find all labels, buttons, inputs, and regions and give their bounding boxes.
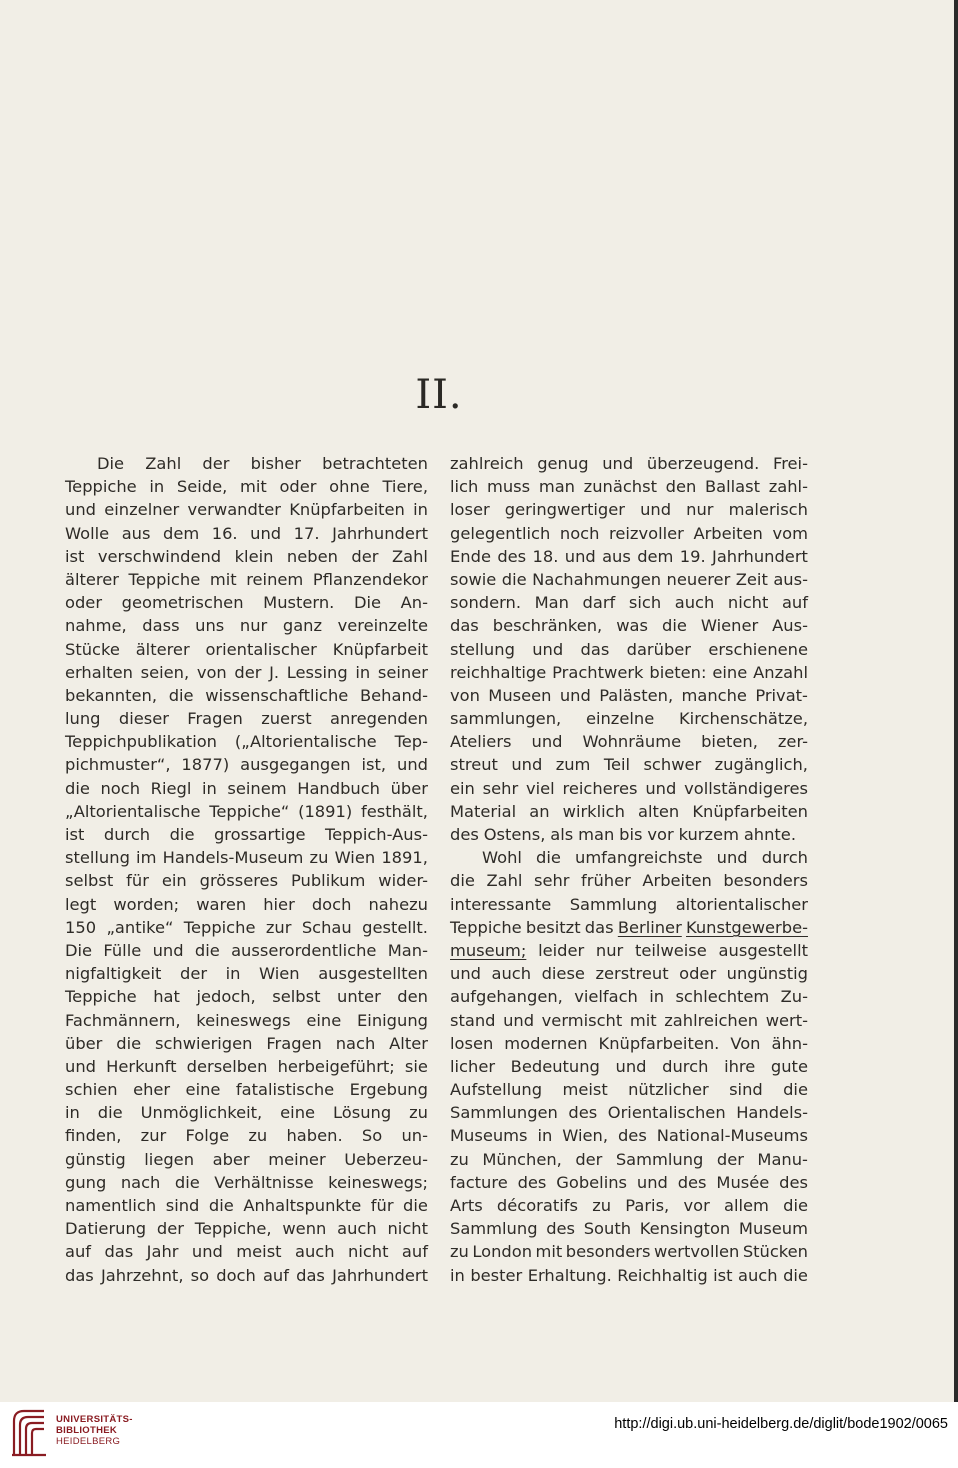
text-line: sammlungen, einzelne Kirchenschätze, <box>450 709 808 729</box>
text-line: in bester Erhaltung. Reichhaltig ist auch die <box>450 1265 808 1285</box>
text-line: museum; leider nur teilweise ausgestellt <box>450 940 808 960</box>
text-line: namentlich sind die Anhaltspunkte für die <box>65 1196 428 1215</box>
text-line: Teppiche in Seide, mit oder ohne Tiere, <box>65 477 428 497</box>
text-line: selbst für ein grösseres Publikum wider- <box>65 871 428 891</box>
library-name-line3: HEIDELBERG <box>56 1436 121 1447</box>
text-line: facture des Gobelins und des Musée des <box>450 1172 808 1192</box>
text-line: älterer Teppiche mit reinem Pflanzendekor <box>65 569 428 589</box>
text-line: bekannten, die wissenschaftliche Behand- <box>65 685 428 705</box>
text-line: Material an wirklich alten Knüpfarbeiten <box>450 801 808 821</box>
text-line: reichhaltige Prachtwerk bieten: eine Anzahl <box>450 662 808 682</box>
text-line: das Jahrzehnt, so doch auf das Jahrhundert <box>65 1265 428 1285</box>
text-line: oder geometrischen Mustern. Die An- <box>65 593 428 613</box>
text-line: und Herkunft derselben herbeigeführt; sie <box>65 1056 428 1076</box>
text-line: gung nach die Verhältnisse keineswegs; <box>65 1172 428 1192</box>
text-line: sondern. Man darf sich auch nicht auf <box>450 593 808 613</box>
text-line: lich muss man zunächst den Ballast zahl- <box>450 477 808 497</box>
text-line: Arts décoratifs zu Paris, vor allem die <box>450 1196 808 1215</box>
text-line: sowie die Nachahmungen neuerer Zeit aus- <box>450 569 808 589</box>
text-line: über die schwierigen Fragen nach Alter <box>65 1033 428 1053</box>
text-line: gelegentlich noch reizvoller Arbeiten vom <box>450 523 808 543</box>
text-line: Wohl die umfangreichste und durch <box>482 848 808 868</box>
university-library-logo-icon <box>10 1407 48 1459</box>
text-line: stellung im Handels-Museum zu Wien 1891, <box>65 848 428 868</box>
text-line: pichmuster“, 1877) ausgegangen ist, und <box>65 755 428 775</box>
text-line: Die Zahl der bisher betrachteten <box>97 454 428 473</box>
right-text-column <box>450 452 808 1287</box>
text-line: und einzelner verwandter Knüpfarbeiten in <box>65 500 428 520</box>
text-line: von Museen und Palästen, manche Privat- <box>450 685 808 705</box>
text-line: licher Bedeutung und durch ihre gute <box>450 1056 808 1076</box>
text-line: stellung und das darüber erschienene <box>450 639 808 659</box>
text-line: streut und zum Teil schwer zugänglich, <box>450 755 808 775</box>
text-line: lung dieser Fragen zuerst anregenden <box>65 709 428 729</box>
text-line: Datierung der Teppiche, wenn auch nicht <box>65 1219 428 1239</box>
text-line: Sammlung des South Kensington Museum <box>450 1219 808 1239</box>
text-line: losen modernen Knüpfarbeiten. Von ähn- <box>450 1033 808 1053</box>
text-line: nahme, dass uns nur ganz vereinzelte <box>65 616 428 636</box>
text-line: finden, zur Folge zu haben. So un- <box>65 1126 428 1146</box>
text-line: zahlreich genug und überzeugend. Frei- <box>450 454 808 473</box>
text-line: Aufstellung meist nützlicher sind die <box>450 1080 808 1100</box>
text-line: legt worden; waren hier doch nahezu <box>65 894 428 914</box>
text-line: Stücke älterer orientalischer Knüpfarbeit <box>65 639 428 659</box>
chapter-heading: II. <box>415 372 463 418</box>
library-name-line2: BIBLIOTHEK <box>56 1425 118 1436</box>
text-line: Teppiche besitzt das Berliner Kunstgewerbe- <box>450 917 808 937</box>
text-line: die noch Riegl in seinem Handbuch über <box>65 778 428 798</box>
text-line: ein sehr viel reicheres und vollständigeres <box>450 778 808 798</box>
text-line: Museums in Wien, des National-Museums <box>450 1126 808 1146</box>
text-line: 150 „antike“ Teppiche zur Schau gestellt. <box>65 917 428 937</box>
text-line: ist durch die grossartige Teppich-Aus- <box>65 825 428 844</box>
text-line: auf das Jahr und meist auch nicht auf <box>65 1242 428 1262</box>
left-text-column <box>65 452 428 1287</box>
text-line: Ende des 18. und aus dem 19. Jahrhundert <box>450 546 808 566</box>
text-line: aufgehangen, vielfach in schlechtem Zu- <box>450 987 808 1007</box>
library-name <box>56 1414 133 1447</box>
library-name-line1: UNIVERSITÄTS- <box>56 1414 133 1425</box>
text-line: zu München, der Sammlung der Manu- <box>450 1149 808 1169</box>
text-line: günstig liegen aber meiner Ueberzeu- <box>65 1149 428 1169</box>
text-line: des Ostens, als man bis vor kurzem ahnte. <box>450 825 797 844</box>
text-line: Teppiche hat jedoch, selbst unter den <box>65 987 428 1007</box>
text-line: loser geringwertiger und nur malerisch <box>450 500 808 520</box>
text-line: nigfaltigkeit der in Wien ausgestellten <box>65 964 428 984</box>
text-line: Teppichpublikation („Altorientalische Tep- <box>65 732 428 752</box>
text-line: das beschränken, was die Wiener Aus- <box>450 616 808 636</box>
text-line: die Zahl sehr früher Arbeiten besonders <box>450 871 808 891</box>
text-line: stand und vermischt mit zahlreichen wert- <box>450 1010 808 1030</box>
page-edge <box>954 0 958 1402</box>
text-line: Ateliers und Wohnräume bieten, zer- <box>450 732 808 752</box>
text-line: ist verschwindend klein neben der Zahl <box>65 546 428 566</box>
text-line: Fachmännern, keineswegs eine Einigung <box>65 1010 428 1030</box>
text-line: schien eher eine fatalistische Ergebung <box>65 1080 428 1100</box>
text-line: und auch diese zerstreut oder ungünstig <box>450 964 808 984</box>
text-line: Sammlungen des Orientalischen Handels- <box>450 1103 808 1123</box>
text-line: „Altorientalische Teppiche“ (1891) festhält, <box>65 801 428 821</box>
text-line: Wolle aus dem 16. und 17. Jahrhundert <box>65 523 428 543</box>
text-line: erhalten seien, von der J. Lessing in seiner <box>65 662 428 682</box>
text-line: zu London mit besonders wertvollen Stücken <box>450 1242 808 1262</box>
text-line: in die Unmöglichkeit, eine Lösung zu <box>65 1103 428 1123</box>
footer-bar <box>0 1402 958 1468</box>
text-line: interessante Sammlung altorientalischer <box>450 894 808 914</box>
text-line: Die Fülle und die ausserordentliche Man- <box>65 940 428 960</box>
source-url-link[interactable]: http://digi.ub.uni-heidelberg.de/diglit/bode1902/0065 <box>614 1416 948 1432</box>
